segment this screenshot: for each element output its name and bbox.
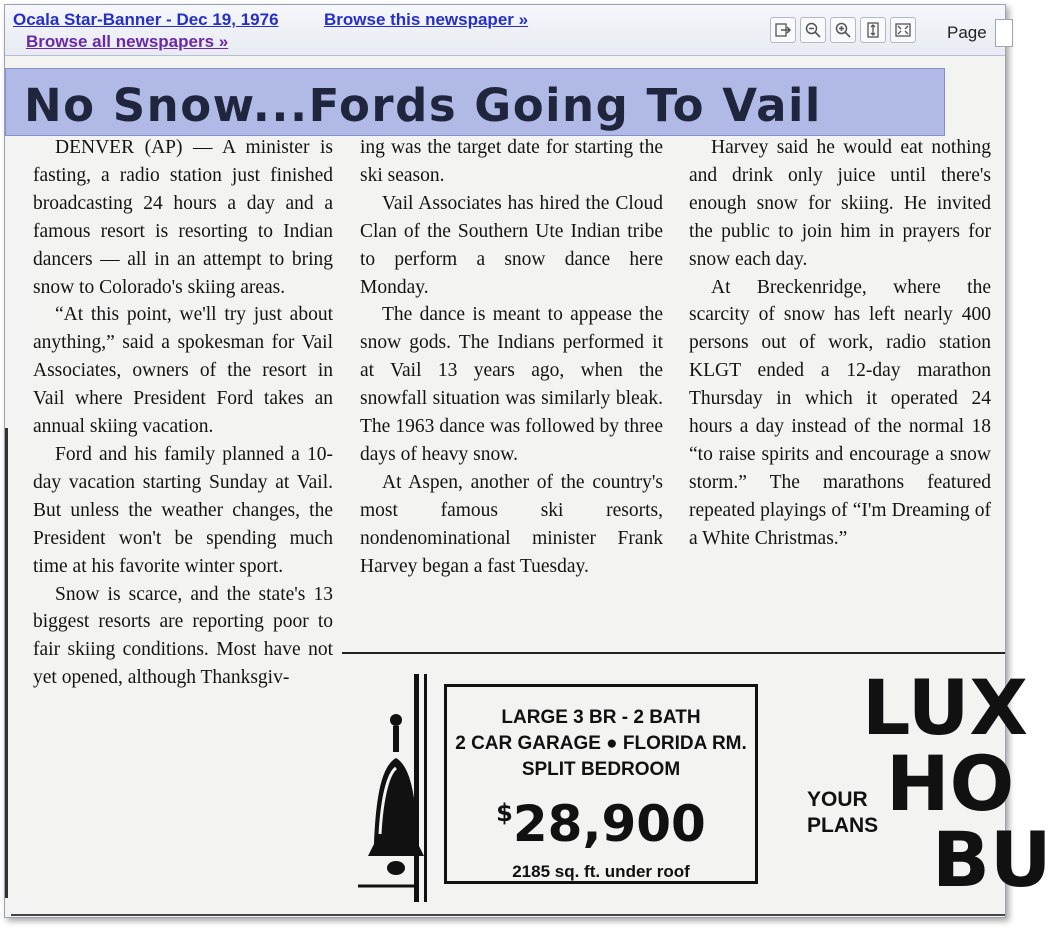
viewer-toolbar <box>5 5 1005 56</box>
ad-square-footage: 2185 sq. ft. under roof <box>512 862 690 881</box>
share-icon[interactable] <box>770 17 796 43</box>
column-rule <box>5 428 8 898</box>
fullscreen-icon[interactable] <box>890 17 916 43</box>
price-value: 28,900 <box>512 795 706 853</box>
ad-big-text-line: LUX <box>862 663 1029 752</box>
ad-your-plans <box>807 787 878 839</box>
currency-symbol: $ <box>496 799 513 827</box>
ad-bedrooms: LARGE 3 BR - 2 BATH <box>501 707 701 728</box>
paragraph: The dance is meant to appease the snow gods. The Indians performed it at Vail 13 years ago, when the snowfall situation was similarly bleak. The 1963 dance was followed by three days of heavy snow. <box>360 304 663 465</box>
zoom-in-icon[interactable] <box>830 17 856 43</box>
article-column-2 <box>360 134 663 581</box>
paragraph: Ford and his family planned a 10-day vacation starting Sunday at Vail. But unless the weather changes, the President won't be spending much time at his favorite winter sport. <box>33 443 333 577</box>
ad-big-text-line: BU <box>932 815 1052 904</box>
newspaper-viewer <box>4 4 1052 918</box>
ad-your-text: YOUR <box>807 788 868 811</box>
page-label: Page <box>947 23 987 42</box>
ad-features: 2 CAR GARAGE ● FLORIDA RM. <box>455 733 747 754</box>
newspaper-date-link[interactable]: Ocala Star-Banner - Dec 19, 1976 <box>13 10 279 29</box>
zoom-out-icon[interactable] <box>800 17 826 43</box>
ad-price <box>447 787 755 853</box>
bell-illustration-icon <box>358 674 436 909</box>
ad-listing-box <box>444 684 758 884</box>
newspaper-scan <box>5 56 1052 917</box>
zoom-tools <box>770 17 916 43</box>
paragraph: At Aspen, another of the country's most famous ski resorts, nondenominational minister Frank Harvey began a fast Tuesday. <box>360 471 663 577</box>
paragraph: At Breckenridge, where the scarcity of snow has left nearly 400 persons out of work, radio station KLGT ended a 12-day marathon Thursday in which it operated 24 hours a day instead of the normal 18 “to raise spirits and encourage a snow storm.” The marathons featured repeated playings of “I'm Dreaming of a White Christmas.” <box>689 276 991 549</box>
ad-big-text-line: HO <box>886 739 1015 828</box>
paragraph: DENVER (AP) — A minister is fasting, a radio station just finished broadcasting 24 hours a day and a famous resort is resorting to Indian dancers — all in an attempt to bring snow to Colorado's skiing areas. <box>33 137 333 298</box>
paragraph: Harvey said he would eat nothing and drink only juice until there's enough snow for skiing. He invited the public to join him in prayers for snow each day. <box>689 137 991 270</box>
paragraph: “At this point, we'll try just about anything,” said a spokesman for Vail Associates, owners of the resort in Vail where President Ford takes an annual skiing vacation. <box>33 304 333 438</box>
fit-page-icon[interactable] <box>860 17 886 43</box>
ad-plans-text: PLANS <box>807 814 879 837</box>
browse-all-newspapers-link[interactable]: Browse all newspapers » <box>26 32 229 51</box>
browse-this-newspaper-link[interactable]: Browse this newspaper » <box>324 10 529 29</box>
article-column-3 <box>689 134 991 553</box>
real-estate-ad <box>342 654 1052 916</box>
paragraph: Vail Associates has hired the Cloud Clan of the Southern Ute Indian tribe to perform a snow dance here Monday. <box>360 192 663 298</box>
paragraph: Snow is scarce, and the state's 13 biggest resorts are reporting poor to fair skiing conditions. Most have not yet opened, although Thanksgiv- <box>33 583 333 689</box>
article-headline: No Snow...Fords Going To Vail <box>24 79 822 132</box>
ad-big-headline <box>862 663 1052 904</box>
ad-bedroom-type: SPLIT BEDROOM <box>521 759 681 780</box>
article-column-1 <box>33 134 333 692</box>
headline-highlight <box>5 68 945 136</box>
paragraph: ing was the target date for starting the ski season. <box>360 137 663 186</box>
page-number-input[interactable] <box>995 19 1013 47</box>
